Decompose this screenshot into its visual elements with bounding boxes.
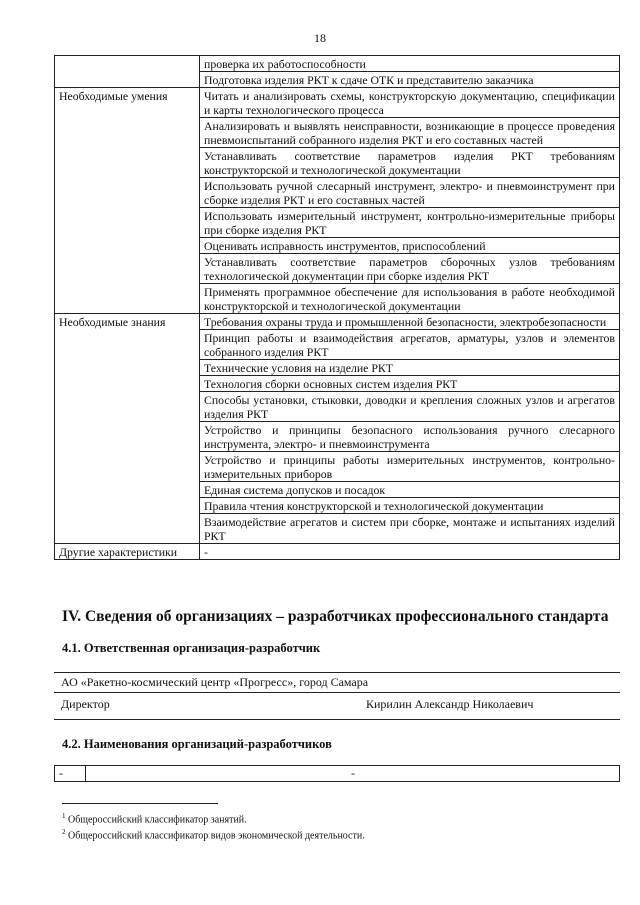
footnote-text: Общероссийский классификатор занятий. <box>65 814 247 826</box>
row-item: Технология сборки основных систем изделия РКТ <box>200 376 620 392</box>
org-head-name: Кирилин Александр Николаевич <box>366 697 534 711</box>
footnote-mark: 1 <box>62 812 66 820</box>
row-label: Необходимые умения <box>55 88 200 314</box>
row-item: Подготовка изделия РКТ к сдаче ОТК и представителю заказчика <box>200 72 620 88</box>
developers-table <box>54 765 620 782</box>
row-item: Способы установки, стыковки, доводки и крепления сложных узлов и агрегатов изделия РКТ <box>200 392 620 422</box>
table-row <box>55 88 620 118</box>
footnote-separator <box>62 803 218 804</box>
org-box-top-rule <box>54 672 620 673</box>
row-item: Применять программное обеспечение для использования в работе необходимой конструкторской и технологической документации <box>200 284 620 314</box>
table-row <box>55 314 620 330</box>
footnote <box>62 826 365 842</box>
subsection-title-developers: 4.2. Наименования организаций-разработчиков <box>62 737 332 751</box>
developer-number: - <box>55 766 86 782</box>
section-title: IV. Сведения об организациях – разработчиках профессионального стандарта <box>62 608 609 625</box>
row-item: - <box>200 544 620 560</box>
row-item: Взаимодействие агрегатов и систем при сборке, монтаже и испытаниях изделий РКТ <box>200 514 620 544</box>
skills-table <box>54 55 620 560</box>
footnotes <box>62 810 365 843</box>
row-item: Устройство и принципы работы измерительных инструментов, контрольно-измерительных приборов <box>200 452 620 482</box>
table-row <box>55 544 620 560</box>
developer-name: - <box>86 766 620 782</box>
row-item: Требования охраны труда и промышленной безопасности, электробезопасности <box>200 314 620 330</box>
row-item: Устанавливать соответствие параметров сборочных узлов требованиям технологической документации при сборке изделия РКТ <box>200 254 620 284</box>
row-item: Использовать измерительный инструмент, контрольно-измерительные приборы при сборке изделия РКТ <box>200 208 620 238</box>
row-label: Другие характеристики <box>55 544 200 560</box>
org-box-bottom-rule <box>54 719 620 720</box>
table-row <box>55 766 620 782</box>
row-label <box>55 56 200 88</box>
row-item: проверка их работоспособности <box>200 56 620 72</box>
row-item: Единая система допусков и посадок <box>200 482 620 498</box>
row-item: Правила чтения конструкторской и технологической документации <box>200 498 620 514</box>
row-item: Анализировать и выявлять неисправности, возникающие в процессе проведения пневмоиспытаний собранного изделия РКТ и его составных частей <box>200 118 620 148</box>
row-item: Устанавливать соответствие параметров изделия РКТ требованиям конструкторской и технологической документации <box>200 148 620 178</box>
row-item: Технические условия на изделие РКТ <box>200 360 620 376</box>
footnote-mark: 2 <box>62 828 66 837</box>
table-row <box>55 56 620 72</box>
row-item: Читать и анализировать схемы, конструкторскую документацию, спецификации и карты технологического процесса <box>200 88 620 118</box>
footnote <box>62 810 365 826</box>
org-box-middle-rule <box>54 692 620 693</box>
row-item: Устройство и принципы безопасного использования ручного слесарного инструмента, электро- и пневмоинструмента <box>200 422 620 452</box>
footnote-text: Общероссийский классификатор видов экономической деятельности. <box>65 830 365 842</box>
subsection-title-responsible: 4.1. Ответственная организация-разработчик <box>62 641 321 655</box>
org-head-role: Директор <box>61 697 110 711</box>
org-name: АО «Ракетно-космический центр «Прогресс», город Самара <box>61 675 369 689</box>
responsible-org-box <box>54 672 620 720</box>
row-label: Необходимые знания <box>55 314 200 544</box>
row-item: Оценивать исправность инструментов, приспособлений <box>200 238 620 254</box>
row-item: Принцип работы и взаимодействия агрегатов, арматуры, узлов и элементов собранного изделия РКТ <box>200 330 620 360</box>
page-number: 18 <box>314 31 326 45</box>
row-item: Использовать ручной слесарный инструмент, электро- и пневмоинструмент при сборке изделия РКТ и его составных частей <box>200 178 620 208</box>
